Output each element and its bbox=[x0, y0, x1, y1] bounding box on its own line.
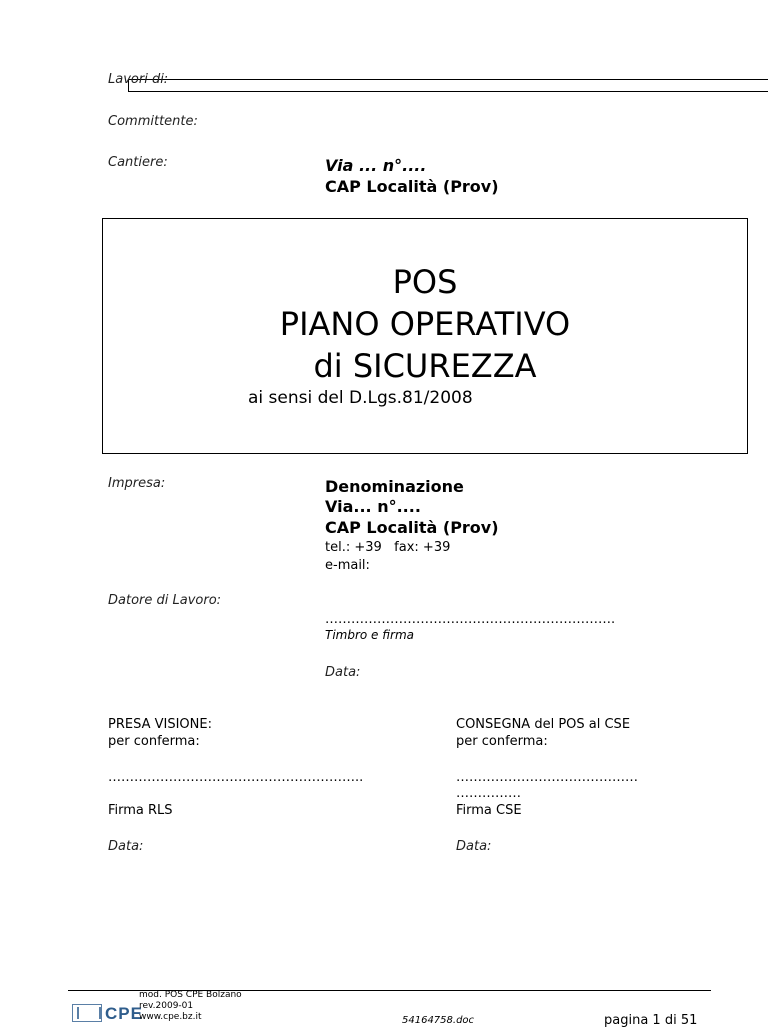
impresa-cap: CAP Località (Prov) bbox=[325, 518, 499, 537]
rls-data: Data: bbox=[108, 839, 144, 854]
footer-rev: rev.2009-01 bbox=[139, 1001, 194, 1011]
rls-signature-line: ………………………………………………….. bbox=[108, 770, 364, 785]
cpe-logo-text: CPE bbox=[105, 1004, 143, 1023]
committente-label: Committente: bbox=[108, 114, 198, 129]
datore-timbro-firma: Timbro e firma bbox=[325, 628, 414, 642]
cantiere-cap: CAP Località (Prov) bbox=[325, 177, 499, 196]
impresa-tel-fax: tel.: +39 fax: +39 bbox=[325, 540, 451, 555]
presa-visione-conferma: per conferma: bbox=[108, 734, 200, 749]
firma-cse: Firma CSE bbox=[456, 803, 522, 818]
impresa-label: Impresa: bbox=[108, 476, 166, 491]
header-rule-box bbox=[128, 79, 768, 92]
datore-label: Datore di Lavoro: bbox=[108, 593, 222, 608]
consegna-title: CONSEGNA del POS al CSE bbox=[456, 717, 631, 732]
footer-doc-name: 54164758.doc bbox=[402, 1015, 475, 1026]
lavori-label: Lavori di: bbox=[108, 72, 169, 87]
cpe-logo bbox=[72, 1004, 143, 1022]
footer-web: www.cpe.bz.it bbox=[139, 1012, 202, 1022]
cse-data: Data: bbox=[456, 839, 492, 854]
title-box bbox=[102, 218, 748, 454]
footer-mod: mod. POS CPE Bolzano bbox=[139, 990, 242, 1000]
datore-data: Data: bbox=[325, 665, 361, 680]
title-pos: POS bbox=[392, 263, 458, 301]
cantiere-via: Via ... n°.... bbox=[325, 156, 427, 175]
impresa-denominazione: Denominazione bbox=[325, 477, 464, 496]
presa-visione-title: PRESA VISIONE: bbox=[108, 717, 212, 732]
footer-page-number: pagina 1 di 51 bbox=[604, 1013, 698, 1028]
firma-rls: Firma RLS bbox=[108, 803, 173, 818]
datore-signature-line: …………………………………………………………. bbox=[325, 612, 616, 627]
cpe-logo-icon bbox=[72, 1004, 102, 1022]
cantiere-label: Cantiere: bbox=[108, 155, 168, 170]
consegna-conferma: per conferma: bbox=[456, 734, 548, 749]
title-di-sicurezza: di SICUREZZA bbox=[313, 347, 537, 385]
title-piano-operativo: PIANO OPERATIVO bbox=[279, 305, 571, 343]
impresa-via: Via... n°.... bbox=[325, 497, 421, 516]
impresa-email: e-mail: bbox=[325, 558, 370, 573]
cse-signature-line-cont: …………… bbox=[456, 786, 521, 801]
title-subtitle: ai sensi del D.Lgs.81/2008 bbox=[248, 388, 473, 408]
cse-signature-line: …………………………………… bbox=[456, 770, 638, 785]
